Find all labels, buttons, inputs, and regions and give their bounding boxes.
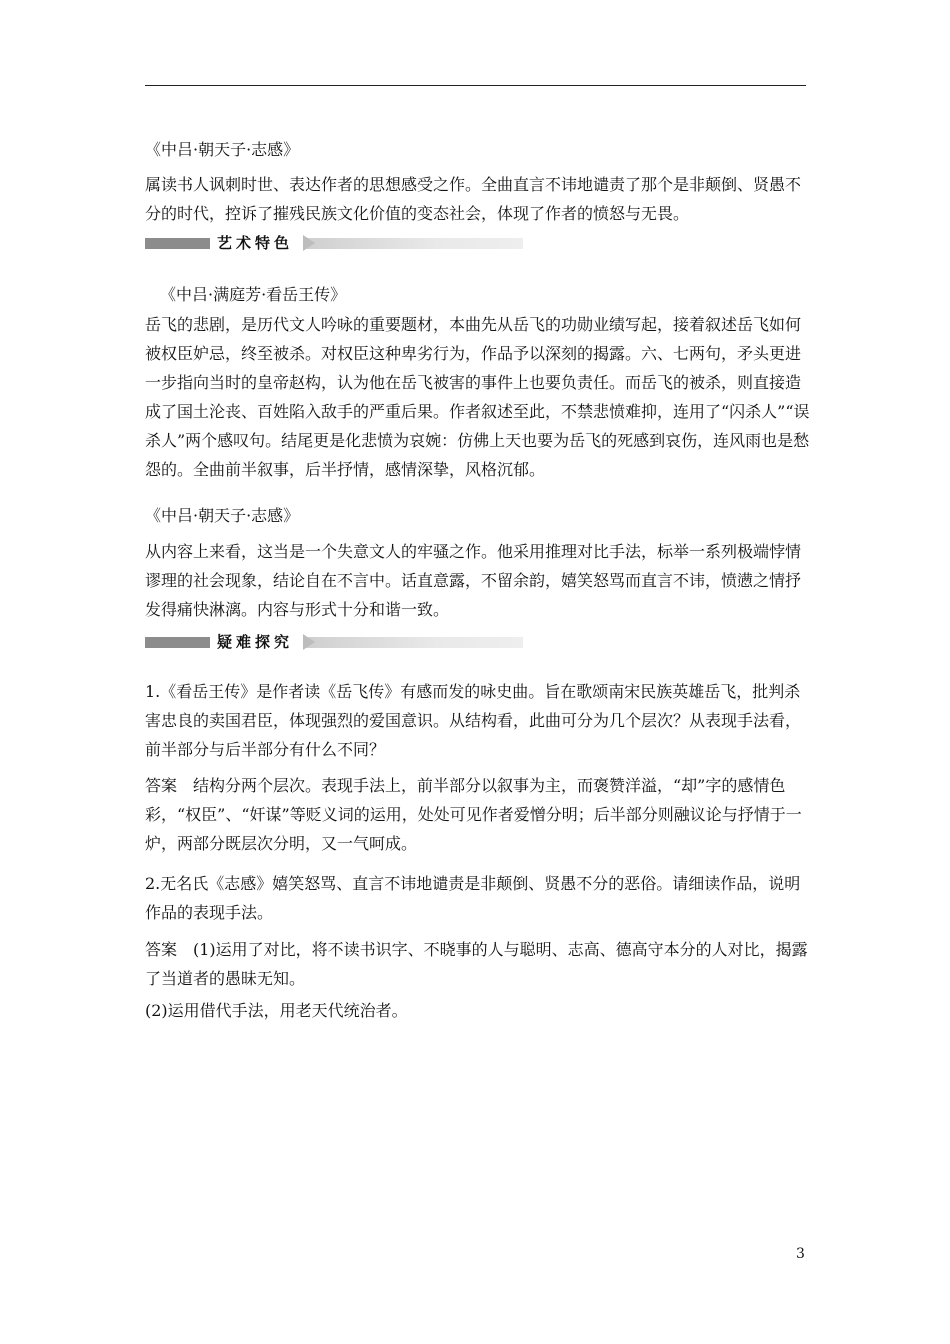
heading-fade	[305, 238, 523, 249]
header-rule	[145, 85, 806, 86]
p3-title: 《中吕·朝天子·志感》	[145, 506, 300, 525]
heading-bar	[145, 637, 210, 648]
heading-arrow-icon	[303, 634, 315, 650]
answer-2-part-2: (2)运用借代手法，用老天代统治者。	[145, 1001, 408, 1020]
heading-bar	[145, 238, 210, 249]
section-heading-art	[145, 235, 523, 252]
question-1: 1.《看岳王传》是作者读《岳飞传》有感而发的咏史曲。旨在歌颂南宋民族英雄岳飞，批判杀害忠良的卖国君臣，体现强烈的爱国意识。从结构看，此曲可分为几个层次？从表现手法看，前半部分与后半部分有什么不同？	[145, 682, 802, 759]
p2-title: 《中吕·满庭芳·看岳王传》	[160, 285, 347, 304]
section-heading-label: 疑难探究	[217, 633, 294, 651]
p3-body: 从内容上来看，这当是一个失意文人的牢骚之作。他采用推理对比手法，标举一系列极端悖情谬理的社会现象，结论自在不言中。话直意露，不留余韵，嬉笑怒骂而直言不讳，愤懑之情抒发得痛快淋漓。内容与形式十分和谐一致。	[145, 542, 802, 619]
p1-title: 《中吕·朝天子·志感》	[145, 140, 300, 159]
answer-2: 答案 (1)运用了对比，将不读书识字、不晓事的人与聪明、志高、德高守本分的人对比，揭露了当道者的愚昧无知。	[145, 940, 808, 988]
section-heading-label: 艺术特色	[217, 234, 294, 252]
p1-body: 属读书人讽刺时世、表达作者的思想感受之作。全曲直言不讳地谴责了那个是非颠倒、贤愚不分的时代，控诉了摧残民族文化价值的变态社会，体现了作者的愤怒与无畏。	[145, 175, 802, 223]
page-number: 3	[796, 1246, 805, 1262]
section-heading-questions	[145, 634, 523, 651]
heading-fade	[305, 637, 523, 648]
p2-body: 岳飞的悲剧，是历代文人吟咏的重要题材，本曲先从岳飞的功勋业绩写起，接着叙述岳飞如何被权臣妒忌，终至被杀。对权臣这种卑劣行为，作品予以深刻的揭露。六、七两句，矛头更进一步指向当时的皇帝赵构，认为他在岳飞被害的事件上也要负责任。而岳飞的被杀，则直接造成了国土沦丧、百姓陷入敌手的严重后果。作者叙述至此，不禁悲愤难抑，连用了“闪杀人”“误杀人”两个感叹句。结尾更是化悲愤为哀婉：仿佛上天也要为岳飞的死感到哀伤，连风雨也是愁怨的。全曲前半叙事，后半抒情，感情深挚，风格沉郁。	[145, 315, 810, 479]
answer-1: 答案 结构分两个层次。表现手法上，前半部分以叙事为主，而褒赞洋溢，“却”字的感情色彩，“权臣”、“奸谋”等贬义词的运用，处处可见作者爱憎分明；后半部分则融议论与抒情于一炉，两部分既层次分明，又一气呵成。	[145, 776, 802, 853]
heading-arrow-icon	[303, 235, 315, 251]
question-2: 2.无名氏《志感》嬉笑怒骂、直言不讳地谴责是非颠倒、贤愚不分的恶俗。请细读作品，说明作品的表现手法。	[145, 874, 801, 922]
